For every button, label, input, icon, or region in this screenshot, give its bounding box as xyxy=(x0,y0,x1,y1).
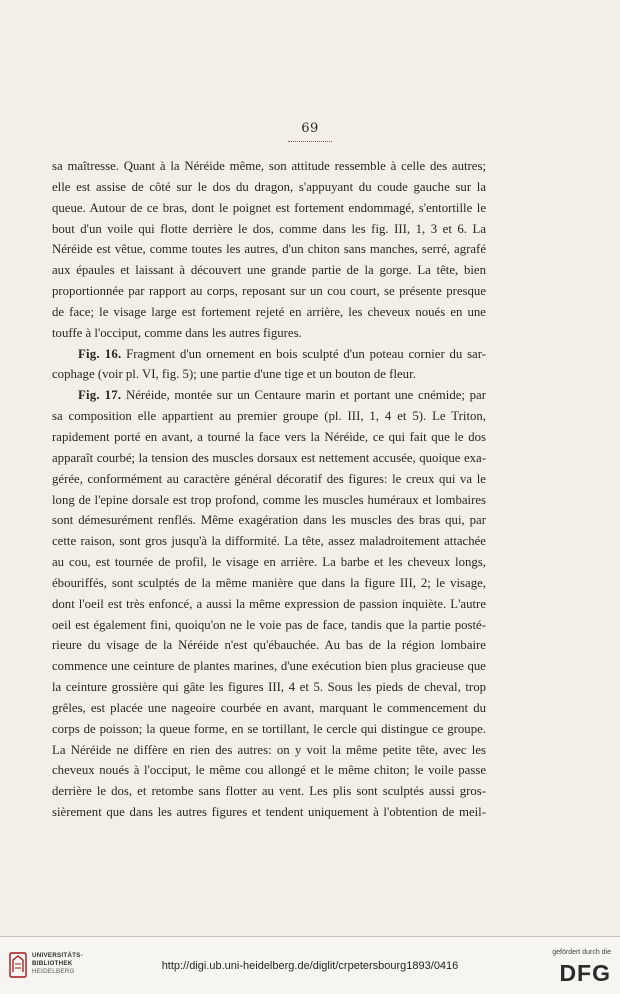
text-line xyxy=(52,531,486,552)
text-line-content: derrière le dos, et retombe sans flotter au vent. Les plis sont sculptés aussi gros- xyxy=(52,784,486,799)
text-line-content: sa composition elle appartient au premier groupe (pl. III, 1, 4 et 5). Le Triton, xyxy=(52,409,486,424)
figure-label: Fig. 17. xyxy=(78,388,122,403)
text-line-content: grêles, est placée une nageoire courbée en avant, marquant le commencement du xyxy=(52,700,486,715)
text-line xyxy=(52,635,486,656)
text-line-content: elle est assise de côté sur le dos du dragon, s'appuyant du coude gauche sur la xyxy=(52,179,486,194)
text-line xyxy=(52,781,486,802)
text-line xyxy=(52,260,486,281)
text-line xyxy=(52,552,486,573)
text-line xyxy=(52,760,486,781)
text-line-content: aux épaules et laissant à découvert une grande partie de la gorge. La tête, bien xyxy=(52,263,486,278)
text-line xyxy=(52,573,486,594)
text-line xyxy=(52,385,486,406)
text-line-content: La Néréide ne diffère en rien des autres: on y voit la même petite tête, avec les xyxy=(52,742,486,757)
text-line-content: dont l'oeil est très enfoncé, a aussi la même expression de passion inquiète. L'autre xyxy=(52,596,486,611)
figure-label: Fig. 16. xyxy=(78,346,122,361)
page-number-ornament xyxy=(288,138,332,142)
text-line-content: queue. Autour de ce bras, dont le poignet est fortement endommagé, s'entortille le xyxy=(52,200,486,215)
body-text xyxy=(52,156,486,823)
text-line xyxy=(52,802,486,823)
text-line-content: de face; le visage large est fortement rejeté en arrière, les cheveux noués en une xyxy=(52,304,486,319)
text-line xyxy=(52,239,486,260)
institution-name-line: UNIVERSITÄTS- xyxy=(32,952,83,959)
text-line-content: cette raison, sont gros jusqu'à la difformité. La tête, assez maladroitement attachée xyxy=(52,534,486,549)
text-line-content: rapidement porté en avant, a tourné la face vers la Néréide, ce qui fait que le dos xyxy=(52,429,486,444)
text-line xyxy=(52,698,486,719)
text-line-content: rieure du visage de la Néréide n'est qu'ébauchée. Au bas de la région lombaire xyxy=(52,638,486,653)
text-line-content: proportionnée par rapport au corps, reposant sur un cou court, se présente presque xyxy=(52,284,486,299)
text-line-content: au cou, est tournée de profil, le visage en arrière. La barbe et les cheveux longs, xyxy=(52,555,486,570)
text-line xyxy=(52,323,486,344)
text-line-content: cheveux noués à l'occiput, le même cou allongé et le même chiton; le voile passe xyxy=(52,763,486,778)
text-line-content: bout d'un voile qui flotte derrière le dos, comme dans les fig. III, 1, 3 et 6. La xyxy=(52,221,486,236)
text-line xyxy=(52,615,486,636)
text-line-content: ébouriffés, sont sculptés de la même manière que dans la figure III, 2; le visage, xyxy=(52,575,486,590)
text-line-content: gérée, conformément au caractère général décoratif des figures: le creux qui va le xyxy=(52,471,486,486)
text-line xyxy=(52,469,486,490)
text-line-content: Néréide, montée sur un Centaure marin et portant une cnémide; par xyxy=(121,388,486,403)
text-line xyxy=(52,677,486,698)
page-number: 69 xyxy=(301,121,319,136)
funded-by-text: gefördert durch die xyxy=(552,949,611,956)
text-line xyxy=(52,406,486,427)
text-line xyxy=(52,281,486,302)
text-line-content: sièrement que dans les autres figures et tendent uniquement à l'obtention de meil- xyxy=(52,805,486,820)
permalink-url[interactable]: http://digi.ub.uni-heidelberg.de/diglit/crpetersbourg1893/0416 xyxy=(161,960,459,972)
text-line xyxy=(52,219,486,240)
text-line xyxy=(52,302,486,323)
text-line-content: sont démesurément renflés. Même exagération dans les muscles des bras qui, par xyxy=(52,513,486,528)
text-line-content: apparaît courbé; la tension des muscles dorsaux est nettement accusée, quoique exa- xyxy=(52,450,486,465)
text-line-content: sa maîtresse. Quant à la Néréide même, son attitude ressemble à celle des autres; xyxy=(52,159,486,173)
text-line xyxy=(52,156,486,177)
text-line xyxy=(52,510,486,531)
text-line xyxy=(52,740,486,761)
text-line xyxy=(52,427,486,448)
dfg-logo: DFG xyxy=(559,960,611,986)
text-line xyxy=(52,656,486,677)
text-line-content: Fragment d'un ornement en bois sculpté d'un poteau cornier du sar- xyxy=(121,346,486,361)
text-line-content: cophage (voir pl. VI, fig. 5); une partie d'une tige et un bouton de fleur. xyxy=(52,367,416,382)
text-line-content: touffe à l'occiput, comme dans les autres figures. xyxy=(52,325,302,340)
text-line-content: corps de poisson; la queue forme, en se tortillant, le cercle qui distingue ce groupe. xyxy=(52,721,486,736)
text-line xyxy=(52,448,486,469)
text-line xyxy=(52,344,486,365)
text-line-content: la ceinture grossière qui gâte les figures III, 4 et 5. Sous les pieds de cheval, trop xyxy=(52,680,486,695)
institution-name-line: BIBLIOTHEK xyxy=(32,960,73,967)
text-line xyxy=(52,198,486,219)
text-line xyxy=(52,364,486,385)
text-line xyxy=(52,719,486,740)
text-line xyxy=(52,177,486,198)
text-line-content: oeil est également fini, quoiqu'on ne le voie pas de face, tandis que la partie posté- xyxy=(52,617,486,632)
text-line-content: long de l'epine dorsale est trop profond, comme les muscles huméraux et lombaires xyxy=(52,492,486,507)
text-line-content: Néréide est vêtue, comme toutes les autres, d'un chiton sans manches, serré, agrafé xyxy=(52,242,486,257)
text-line xyxy=(52,490,486,511)
footer-bar xyxy=(0,937,620,994)
text-line xyxy=(52,594,486,615)
institution-name-line: HEIDELBERG xyxy=(32,968,75,975)
text-line-content: commence une ceinture de plantes marines, d'une exécution bien plus gracieuse que xyxy=(52,659,486,674)
